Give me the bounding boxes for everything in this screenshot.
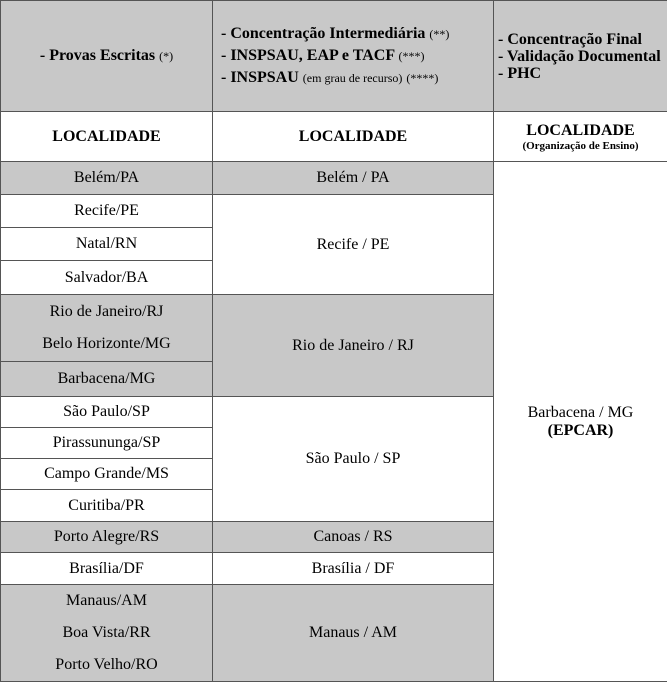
header-col3-item: - PHC (498, 64, 542, 82)
header-concentracao-intermediaria (213, 1, 494, 112)
provas-cell: Campo Grande/MS (1, 459, 213, 490)
provas-cell: Pirassununga/SP (1, 428, 213, 459)
intermediaria-cell: São Paulo / SP (213, 397, 494, 522)
final-city: Barbacena / MG (527, 403, 634, 421)
header-col2-item: - INSPSAU (221, 69, 299, 86)
subheader-row (1, 112, 667, 162)
provas-item: Manaus/AM (66, 592, 147, 609)
provas-cell: Natal/RN (1, 228, 213, 261)
intermediaria-cell: Recife / PE (213, 195, 494, 295)
header-concentracao-final (494, 1, 667, 112)
provas-item: Porto Velho/RO (55, 656, 158, 673)
subheader-col1: LOCALIDADE (1, 112, 213, 162)
header-col2-note: (****) (406, 71, 439, 85)
final-cell (494, 162, 667, 682)
provas-cell: Belém/PA (1, 162, 213, 195)
table-row (1, 162, 667, 195)
header-col1-note: (*) (159, 49, 174, 63)
intermediaria-cell: Manaus / AM (213, 585, 494, 682)
provas-cell: Porto Alegre/RS (1, 522, 213, 553)
header-col2-item: - Concentração Intermediária (221, 25, 426, 42)
intermediaria-cell: Canoas / RS (213, 522, 494, 553)
subheader-col3-label: LOCALIDADE (526, 121, 635, 139)
header-col2-item: - INSPSAU, EAP e TACF (221, 47, 395, 64)
provas-item: Boa Vista/RR (62, 624, 151, 641)
provas-cell: Recife/PE (1, 195, 213, 228)
header-col3-item: - Validação Documental (498, 47, 661, 65)
provas-item: Belo Horizonte/MG (42, 335, 171, 352)
intermediaria-cell: Belém / PA (213, 162, 494, 195)
provas-cell-stack (1, 295, 213, 362)
subheader-col2: LOCALIDADE (213, 112, 494, 162)
header-row (1, 1, 667, 112)
provas-cell: São Paulo/SP (1, 397, 213, 428)
provas-cell: Barbacena/MG (1, 362, 213, 397)
header-col2-note: (***) (398, 49, 425, 63)
intermediaria-cell: Rio de Janeiro / RJ (213, 295, 494, 397)
header-col2-note: (**) (429, 27, 450, 41)
provas-cell: Salvador/BA (1, 261, 213, 295)
header-col3-item: - Concentração Final (498, 30, 642, 48)
subheader-col3 (494, 112, 667, 162)
intermediaria-cell: Brasília / DF (213, 553, 494, 585)
subheader-col3-sub: (Organização de Ensino) (522, 139, 639, 152)
header-provas-escritas (1, 1, 213, 112)
header-col2-paren: (em grau de recurso) (302, 71, 403, 85)
provas-cell-stack (1, 585, 213, 682)
provas-item: Rio de Janeiro/RJ (49, 303, 164, 320)
final-school: (EPCAR) (547, 421, 614, 439)
header-col1-label: - Provas Escritas (39, 47, 156, 64)
provas-cell: Curitiba/PR (1, 490, 213, 522)
provas-cell: Brasília/DF (1, 553, 213, 585)
